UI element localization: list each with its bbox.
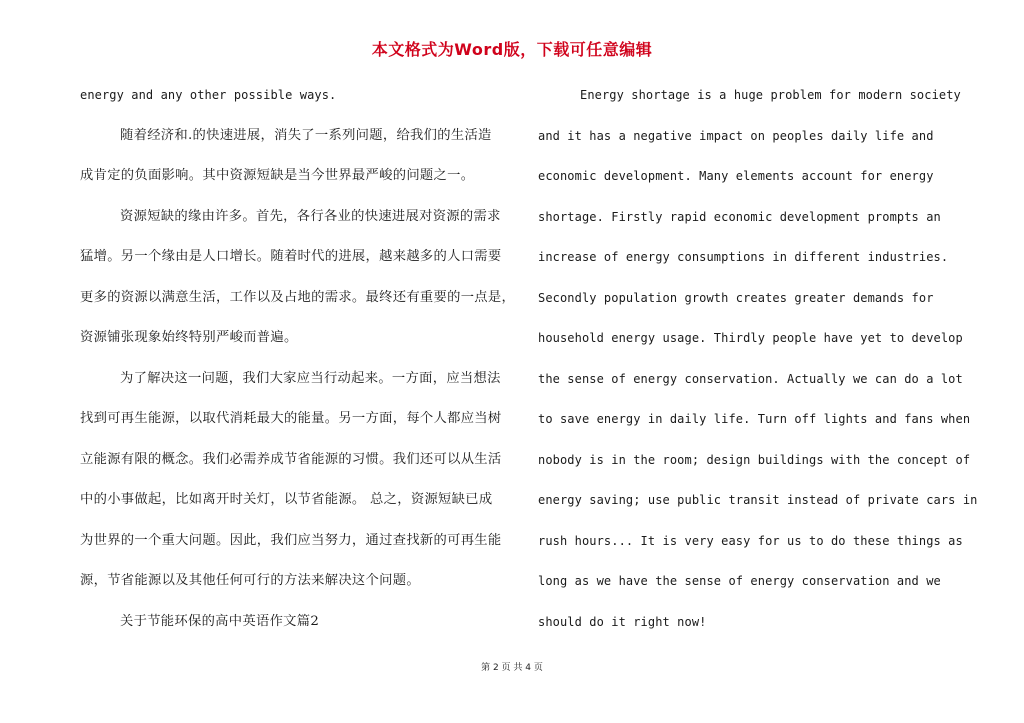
paragraph-line: long as we have the sense of energy conservation and we (538, 574, 941, 588)
paragraph-line: energy saving; use public transit instead of private cars in (538, 493, 978, 507)
right-column (538, 82, 978, 649)
paragraph-line: 为世界的一个重大问题。因此，我们应当努力，通过查找新的可再生能 (80, 532, 502, 548)
paragraph-line: 为了解决这一问题，我们大家应当行动起来。一方面，应当想法 (120, 370, 501, 386)
page-number-footer: 第 2 页 共 4 页 (481, 663, 543, 673)
paragraph-line: household energy usage. Thirdly people have yet to develop (538, 331, 963, 345)
paragraph-line: 成肯定的负面影响。其中资源短缺是当今世界最严峻的问题之一。 (80, 168, 475, 183)
paragraph-line: 猛增。另一个缘由是人口增长。随着时代的进展，越来越多的人口需要 (80, 249, 502, 264)
paragraph-line: 随着经济和.的快速进展，消失了一系列问题，给我们的生活造 (120, 127, 492, 143)
paragraph-line: to save energy in daily life. Turn off lights and fans when (538, 412, 971, 426)
paragraph-line: 源，节省能源以及其他任何可行的方法来解决这个问题。 (80, 573, 420, 588)
paragraph-line: economic development. Many elements account for energy (538, 169, 934, 183)
paragraph-line: energy and any other possible ways. (80, 88, 337, 102)
left-column (80, 82, 516, 649)
document-header-notice: 本文格式为Word版，下载可任意编辑 (371, 40, 653, 59)
paragraph-line: shortage. Firstly rapid economic development prompts an (538, 209, 941, 224)
paragraph-line: the sense of energy conservation. Actually we can do a lot (538, 371, 963, 386)
paragraph-line: nobody is in the room; design buildings with the concept of (538, 452, 971, 467)
paragraph-line: and it has a negative impact on peoples daily life and (538, 128, 934, 143)
section-heading: 关于节能环保的高中英语作文篇2 (120, 613, 320, 629)
paragraph-line: Energy shortage is a huge problem for modern society (580, 88, 961, 102)
paragraph-line: increase of energy consumptions in different industries. (538, 250, 949, 264)
paragraph-line: 更多的资源以满意生活，工作以及占地的需求。最终还有重要的一点是， (80, 289, 516, 305)
paragraph-line: 立能源有限的概念。我们必需养成节省能源的习惯。我们还可以从生活 (80, 451, 502, 467)
paragraph-line: 资源铺张现象始终特别严峻而普遍。 (80, 330, 298, 345)
paragraph-line: should do it right now! (538, 614, 707, 629)
paragraph-line: 找到可再生能源，以取代消耗最大的能量。另一方面，每个人都应当树 (80, 411, 502, 426)
paragraph-line: 资源短缺的缘由许多。首先，各行各业的快速进展对资源的需求 (120, 208, 501, 224)
paragraph-line: 中的小事做起，比如离开时关灯，以节省能源。 总之，资源短缺已成 (80, 492, 493, 507)
paragraph-line: Secondly population growth creates greater demands for (538, 290, 934, 305)
paragraph-line: rush hours... It is very easy for us to do these things as (538, 533, 963, 548)
